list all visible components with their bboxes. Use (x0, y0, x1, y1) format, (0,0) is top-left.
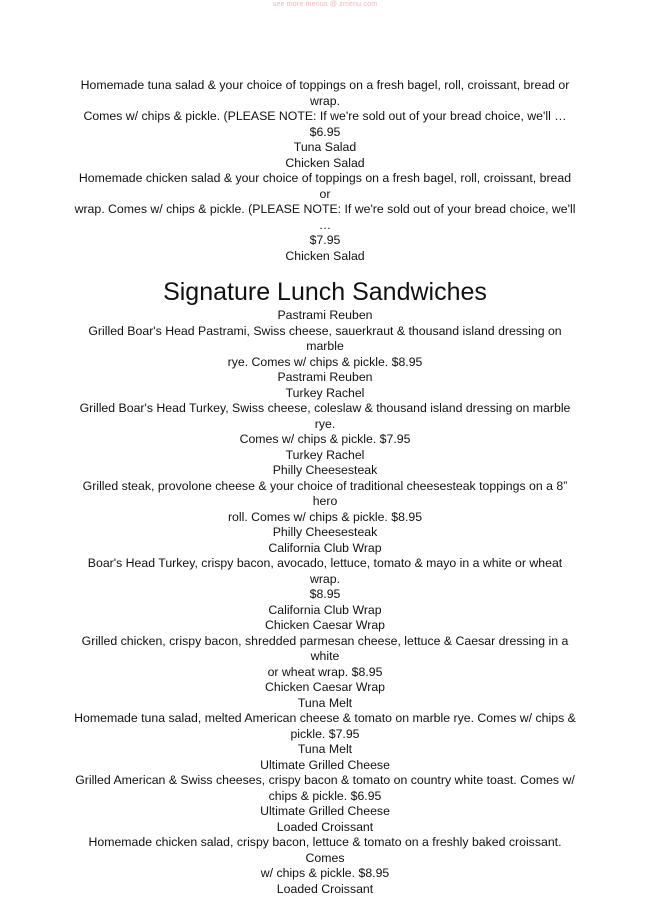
menu-item-desc: Homemade chicken salad, crispy bacon, lettuce & tomato on a freshly baked croissant. Comes (72, 835, 578, 866)
menu-item-name: Chicken Caesar Wrap (72, 680, 578, 696)
menu-item-name: Ultimate Grilled Cheese (72, 804, 578, 820)
menu-item-desc: Homemade tuna salad, melted American cheese & tomato on marble rye. Comes w/ chips & (72, 711, 578, 727)
salad-item-name: Tuna Salad (72, 140, 578, 156)
salad-line-desc: Comes w/ chips & pickle. (PLEASE NOTE: If we're sold out of your bread choice, we'll … $6.95 (72, 109, 578, 140)
salad-line-desc: wrap. Comes w/ chips & pickle. (PLEASE NOTE: If we're sold out of your bread choice, we'll … (72, 202, 578, 233)
menu-item-desc: w/ chips & pickle. $8.95 (72, 866, 578, 882)
salad-section (72, 78, 578, 264)
menu-item-name: Chicken Caesar Wrap (72, 618, 578, 634)
menu-item-name: California Club Wrap (72, 603, 578, 619)
menu-item-desc: Comes w/ chips & pickle. $7.95 (72, 432, 578, 448)
menu-item-desc: Grilled Boar's Head Turkey, Swiss cheese, coleslaw & thousand island dressing on marble rye. (72, 401, 578, 432)
menu-item-desc: Boar's Head Turkey, crispy bacon, avocado, lettuce, tomato & mayo in a white or wheat wrap. (72, 556, 578, 587)
menu-item-name: Turkey Rachel (72, 386, 578, 402)
menu-item-name: California Club Wrap (72, 541, 578, 557)
salad-line-desc: Homemade chicken salad & your choice of toppings on a fresh bagel, roll, croissant, bread or (72, 171, 578, 202)
salad-item-name: Chicken Salad (72, 249, 578, 265)
menu-item-desc: Grilled Boar's Head Pastrami, Swiss cheese, sauerkraut & thousand island dressing on marble (72, 324, 578, 355)
menu-item-desc: Grilled American & Swiss cheeses, crispy bacon & tomato on country white toast. Comes w/ (72, 773, 578, 789)
menu-item-name: Pastrami Reuben (72, 370, 578, 386)
menu-item-desc: pickle. $7.95 (72, 727, 578, 743)
menu-item-name: Ultimate Grilled Cheese (72, 758, 578, 774)
menu-page (72, 78, 578, 897)
menu-item-price: $8.95 (72, 587, 578, 603)
menu-item-name: Tuna Melt (72, 696, 578, 712)
menu-item-name: Loaded Croissant (72, 820, 578, 836)
watermark-text: see more menus @ zmenu.com (0, 0, 650, 10)
menu-item-desc: or wheat wrap. $8.95 (72, 665, 578, 681)
menu-item-name: Philly Cheesesteak (72, 463, 578, 479)
menu-item-desc: rye. Comes w/ chips & pickle. $8.95 (72, 355, 578, 371)
menu-item-desc: Grilled chicken, crispy bacon, shredded parmesan cheese, lettuce & Caesar dressing in a white (72, 634, 578, 665)
salad-item-name: Chicken Salad (72, 156, 578, 172)
menu-item-name: Turkey Rachel (72, 448, 578, 464)
menu-item-name: Pastrami Reuben (72, 308, 578, 324)
salad-item-price: $7.95 (72, 233, 578, 249)
section-title: Signature Lunch Sandwiches (72, 277, 578, 307)
menu-item-name: Loaded Croissant (72, 882, 578, 897)
menu-item-desc: roll. Comes w/ chips & pickle. $8.95 (72, 510, 578, 526)
menu-item-desc: chips & pickle. $6.95 (72, 789, 578, 805)
menu-item-name: Tuna Melt (72, 742, 578, 758)
menu-item-name: Philly Cheesesteak (72, 525, 578, 541)
menu-item-desc: Grilled steak, provolone cheese & your choice of traditional cheesesteak toppings on a 8” hero (72, 479, 578, 510)
salad-line-desc: Homemade tuna salad & your choice of toppings on a fresh bagel, roll, croissant, bread or wrap. (72, 78, 578, 109)
sandwich-section (72, 308, 578, 897)
